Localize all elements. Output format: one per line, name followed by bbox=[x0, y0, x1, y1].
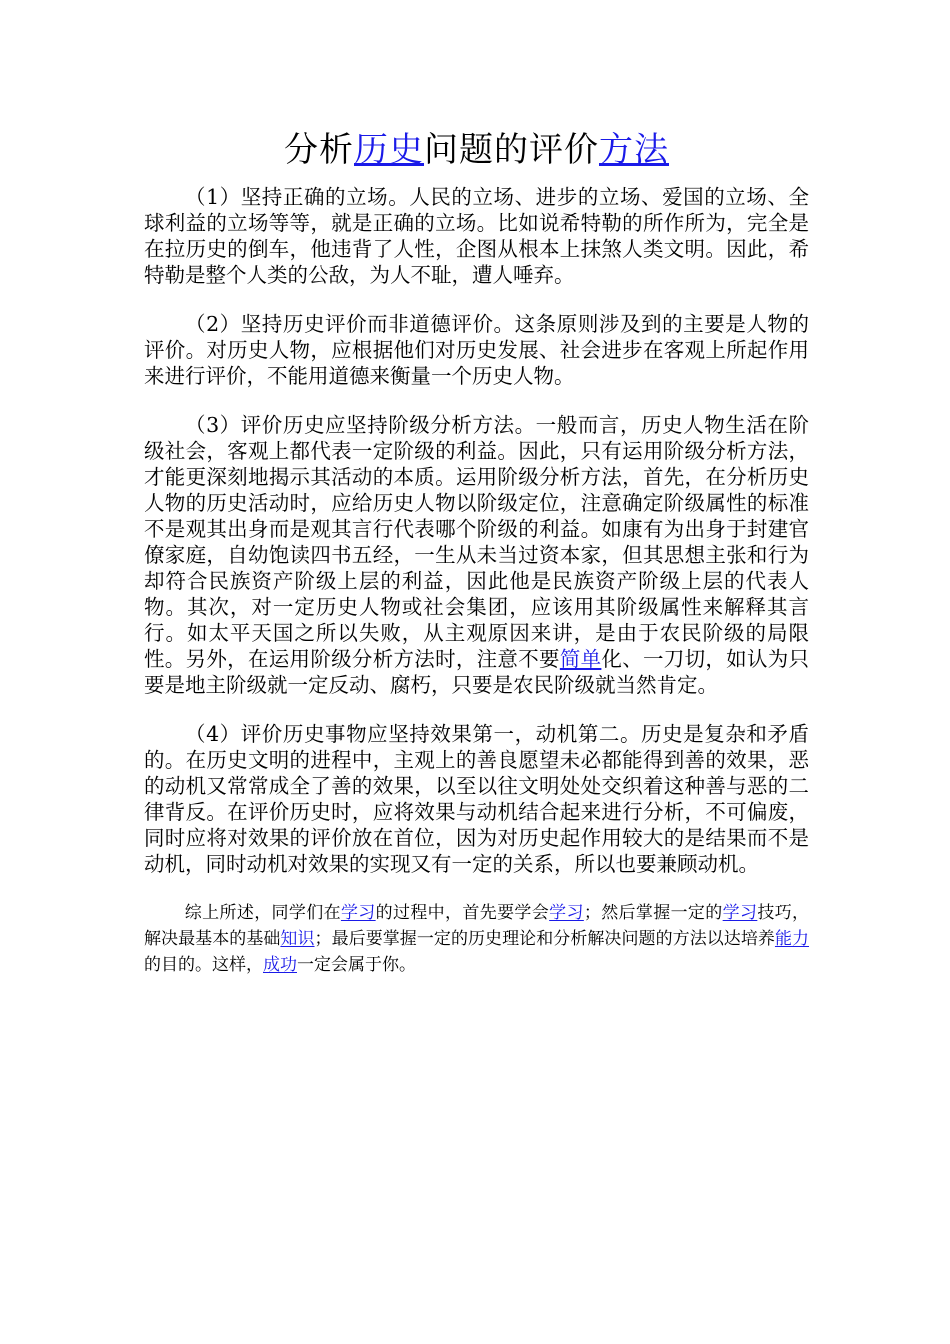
link-success[interactable]: 成功 bbox=[263, 955, 297, 975]
link-simple[interactable]: 简单 bbox=[559, 647, 602, 671]
link-ability[interactable]: 能力 bbox=[774, 929, 810, 949]
title-link-method[interactable]: 方法 bbox=[599, 130, 669, 170]
link-study[interactable]: 学习 bbox=[549, 903, 584, 923]
title-text: 问题的评价 bbox=[424, 130, 599, 170]
link-knowledge[interactable]: 知识 bbox=[280, 929, 315, 949]
paragraph-2: （2）坚持历史评价而非道德评价。这条原则涉及到的主要是人物的评价。对历史人物，应根据他们对历史发展、社会进步在客观上所起作用来进行评价，不能用道德来衡量一个历史人物。 bbox=[144, 312, 809, 388]
paragraph-3-text-end: 化、一刀切，如认为只要是地主阶级就一定反动、腐朽，只要是农民阶级就当然肯定。 bbox=[144, 647, 810, 697]
document-title bbox=[144, 122, 809, 178]
summary-text: 综上所述，同学们在 bbox=[184, 903, 341, 923]
paragraph-3 bbox=[144, 412, 809, 698]
summary-text: 的过程中，首先要学会 bbox=[375, 903, 550, 923]
paragraph-3-text: （3）评价历史应坚持阶级分析方法。一般而言，历史人物生活在阶级社会，客观上都代表一定阶级的利益。因此，只有运用阶级分析方法，才能更深刻地揭示其活动的本质。运用阶级分析方法，首先，在分析历史人物的历史活动时，应给历史人物以阶级定位，注意确定阶级属性的标准不是观其出身而是观其言行代表哪个阶级的利益。如康有为出身于封建官僚家庭，自幼饱读四书五经，一生从未当过资本家，但其思想主张和行为却符合民族资产阶级上层的利益，因此他是民族资产阶级上层的代表人物。其次，对一定历史人物或社会集团，应该用其阶级属性来解释其言行。如太平天国之所以失败，从主观原因来讲，是由于农民阶级的局限性。另外，在运用阶级分析方法时，注意不要 bbox=[144, 413, 809, 671]
summary-text: ；然后掌握一定的 bbox=[583, 903, 723, 923]
summary-paragraph bbox=[144, 900, 809, 978]
title-text: 分析 bbox=[284, 130, 354, 170]
summary-text: 技巧，解决最基本的基础 bbox=[144, 903, 810, 949]
summary-text: 的目的。这样， bbox=[144, 955, 263, 975]
paragraph-4: （4）评价历史事物应坚持效果第一，动机第二。历史是复杂和矛盾的。在历史文明的进程中，主观上的善良愿望未必都能得到善的效果，恶的动机又常常成全了善的效果，以至以往文明处处交织着这种善与恶的二律背反。在评价历史时，应将效果与动机结合起来进行分析，不可偏废，同时应将对效果的评价放在首位，因为对历史起作用较大的是结果而不是动机，同时动机对效果的实现又有一定的关系，所以也要兼顾动机。 bbox=[144, 722, 809, 876]
paragraph-1: （1）坚持正确的立场。人民的立场、进步的立场、爱国的立场、全球利益的立场等等，就是正确的立场。比如说希特勒的所作所为，完全是在拉历史的倒车，他违背了人性，企图从根本上抹煞人类文明。因此，希特勒是整个人类的公敌，为人不耻，遭人唾弃。 bbox=[144, 185, 809, 287]
document-page bbox=[144, 122, 809, 978]
title-link-history[interactable]: 历史 bbox=[354, 130, 424, 170]
summary-text: 一定会属于你。 bbox=[297, 955, 416, 975]
summary-text: ；最后要掌握一定的历史理论和分析解决问题的方法以达培养 bbox=[314, 929, 775, 949]
link-study[interactable]: 学习 bbox=[722, 903, 758, 923]
link-study[interactable]: 学习 bbox=[340, 903, 376, 923]
